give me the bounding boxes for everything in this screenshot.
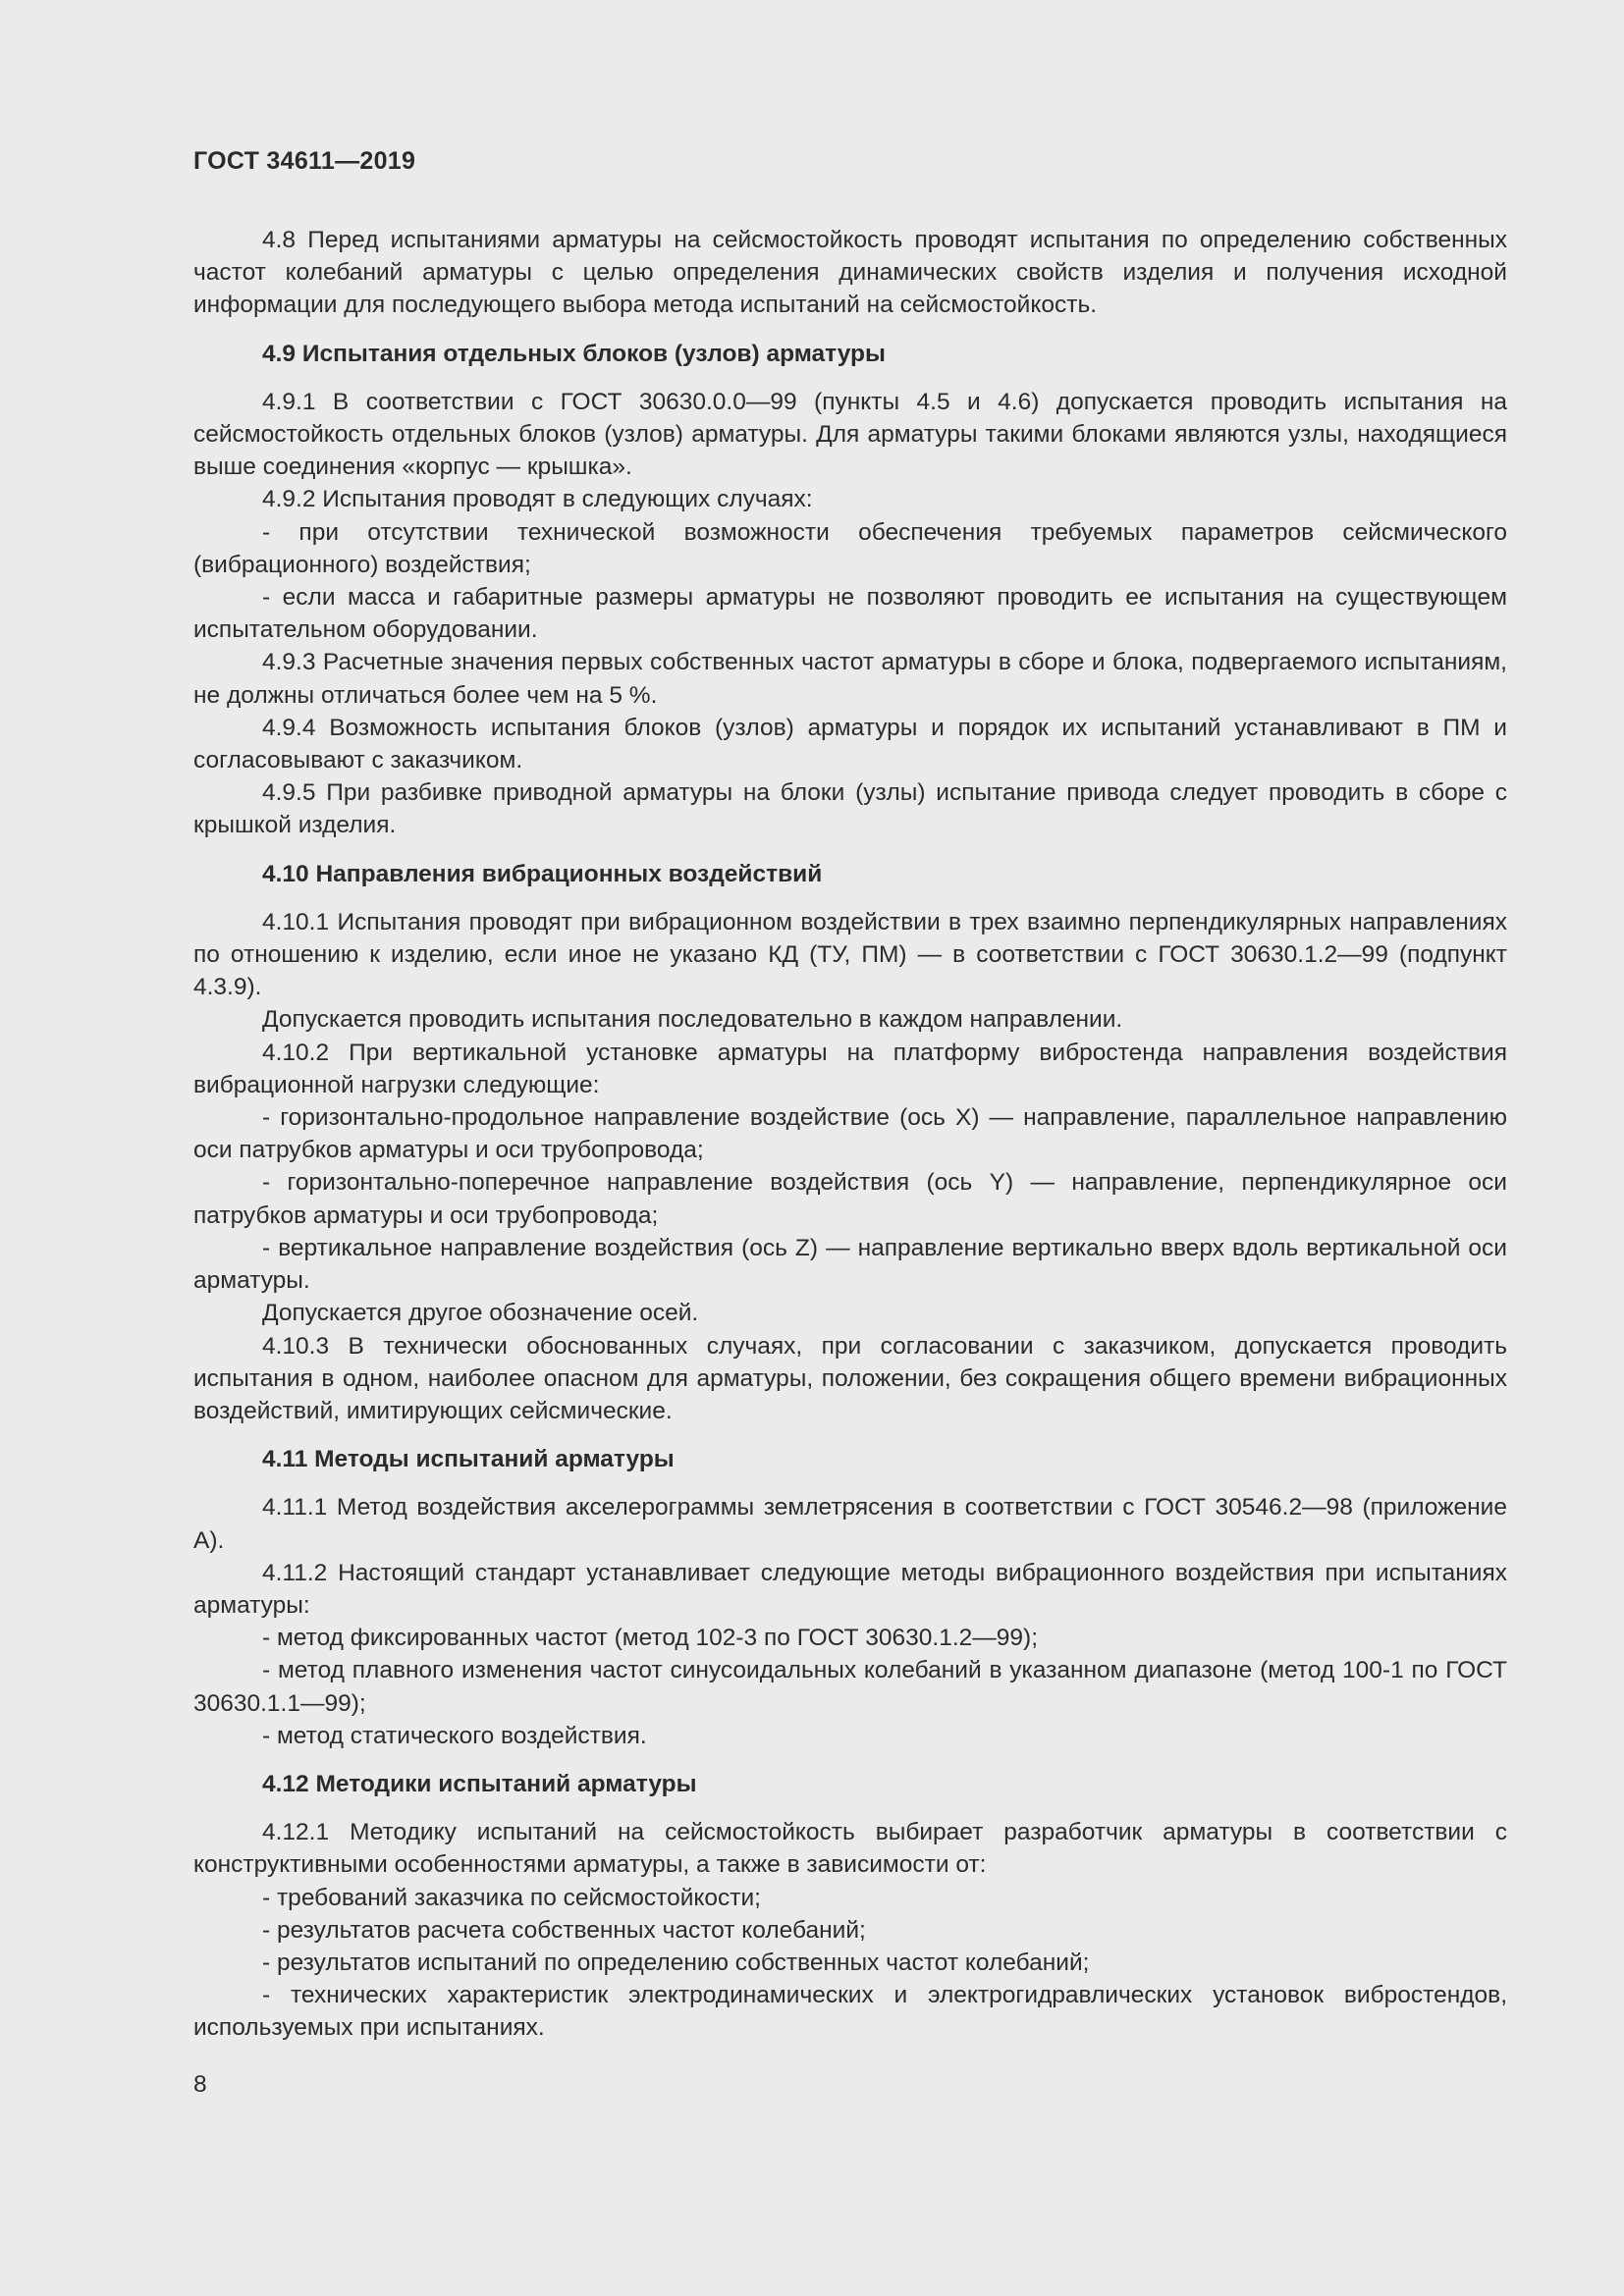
paragraph-4-9-4: 4.9.4 Возможность испытания блоков (узлов) арматуры и порядок их испытаний устанавливают в ПМ и согласовывают с заказчиком. (193, 714, 1507, 774)
list-item: - при отсутствии технической возможности обеспечения требуемых параметров сейсмического (вибрационного) воздействия; (193, 518, 1507, 578)
list-item: - метод плавного изменения частот синусоидальных колебаний в указанном диапазоне (метод 100-1 по ГОСТ 30630.1.1—99); (193, 1657, 1507, 1717)
list-item: - требований заказчика по сейсмостойкости; (262, 1884, 761, 1911)
section-heading-4-12: 4.12 Методики испытаний арматуры (262, 1770, 697, 1797)
section-heading-4-11: 4.11 Методы испытаний арматуры (262, 1446, 675, 1473)
list-item: - если масса и габаритные размеры арматуры не позволяют проводить ее испытания на существующем испытательном оборудовании. (193, 584, 1507, 644)
list-item: - горизонтально-продольное направление воздействие (ось X) — направление, параллельное направлению оси патрубков арматуры и оси трубопровода; (193, 1104, 1507, 1164)
paragraph-4-11-2: 4.11.2 Настоящий стандарт устанавливает следующие методы вибрационного воздействия при испытаниях арматуры: (193, 1559, 1507, 1619)
paragraph-4-9-1: 4.9.1 В соответствии с ГОСТ 30630.0.0—99 (пункты 4.5 и 4.6) допускается проводить испытания на сейсмостойкость отдельных блоков (узлов) арматуры. Для арматуры такими блоками являются узлы, находящиеся выше соединения «корпус — крышка». (193, 388, 1507, 481)
section-heading-4-10: 4.10 Направления вибрационных воздействий (262, 860, 823, 887)
paragraph-4-9-3: 4.9.3 Расчетные значения первых собственных частот арматуры в сборе и блока, подвергаемого испытаниям, не должны отличаться более чем на 5 %. (193, 649, 1507, 709)
paragraph-4-12-1: 4.12.1 Методику испытаний на сейсмостойкость выбирает разработчик арматуры в соответствии с конструктивными особенностями арматуры, а также в зависимости от: (193, 1819, 1507, 1879)
paragraph-4-11-1: 4.11.1 Метод воздействия акселерограммы землетрясения в соответствии с ГОСТ 30546.2—98 (приложение А). (193, 1494, 1507, 1554)
page-number: 8 (193, 2071, 207, 2098)
paragraph-4-10-1: 4.10.1 Испытания проводят при вибрационном воздействии в трех взаимно перпендикулярных направлениях по отношению к изделию, если иное не указано КД (ТУ, ПМ) — в соответствии с ГОСТ 30630.1.2—99 (подпункт 4.3.9). (193, 908, 1507, 1001)
list-item: - горизонтально-поперечное направление воздействия (ось Y) — направление, перпендикулярное оси патрубков арматуры и оси трубопровода; (193, 1169, 1507, 1229)
list-item: - результатов расчета собственных частот колебаний; (262, 1916, 866, 1944)
list-item: - метод статического воздействия. (262, 1722, 647, 1749)
paragraph-4-9-5: 4.9.5 При разбивке приводной арматуры на блоки (узлы) испытание привода следует проводить в сборе с крышкой изделия. (193, 779, 1507, 839)
list-item: - вертикальное направление воздействия (ось Z) — направление вертикально вверх вдоль вертикальной оси арматуры. (193, 1234, 1507, 1295)
paragraph: Допускается проводить испытания последовательно в каждом направлении. (262, 1006, 1123, 1034)
paragraph-4-10-3: 4.10.3 В технически обоснованных случаях, при согласовании с заказчиком, допускается проводить испытания в одном, наиболее опасном для арматуры, положении, без сокращения общего времени вибрационных воздействий, имитирующих сейсмические. (193, 1332, 1507, 1424)
document-body (193, 224, 1507, 2045)
paragraph-4-10-2: 4.10.2 При вертикальной установке арматуры на платформу вибростенда направления воздействия вибрационной нагрузки следующие: (193, 1039, 1507, 1098)
list-item: - технических характеристик электродинамических и электрогидравлических установок вибростендов, используемых при испытаниях. (193, 1982, 1507, 2042)
list-item: - результатов испытаний по определению собственных частот колебаний; (262, 1949, 1090, 1976)
section-heading-4-9: 4.9 Испытания отдельных блоков (узлов) арматуры (262, 340, 886, 367)
paragraph-4-8: 4.8 Перед испытаниями арматуры на сейсмостойкость проводят испытания по определению собственных частот колебаний арматуры с целью определения динамических свойств изделия и получения исходной информации для последующего выбора метода испытаний на сейсмостойкость. (193, 227, 1507, 319)
paragraph-4-9-2: 4.9.2 Испытания проводят в следующих случаях: (262, 486, 813, 513)
paragraph: Допускается другое обозначение осей. (262, 1300, 699, 1327)
document-header: ГОСТ 34611—2019 (193, 147, 416, 175)
list-item: - метод фиксированных частот (метод 102-3 по ГОСТ 30630.1.2—99); (262, 1625, 1039, 1652)
